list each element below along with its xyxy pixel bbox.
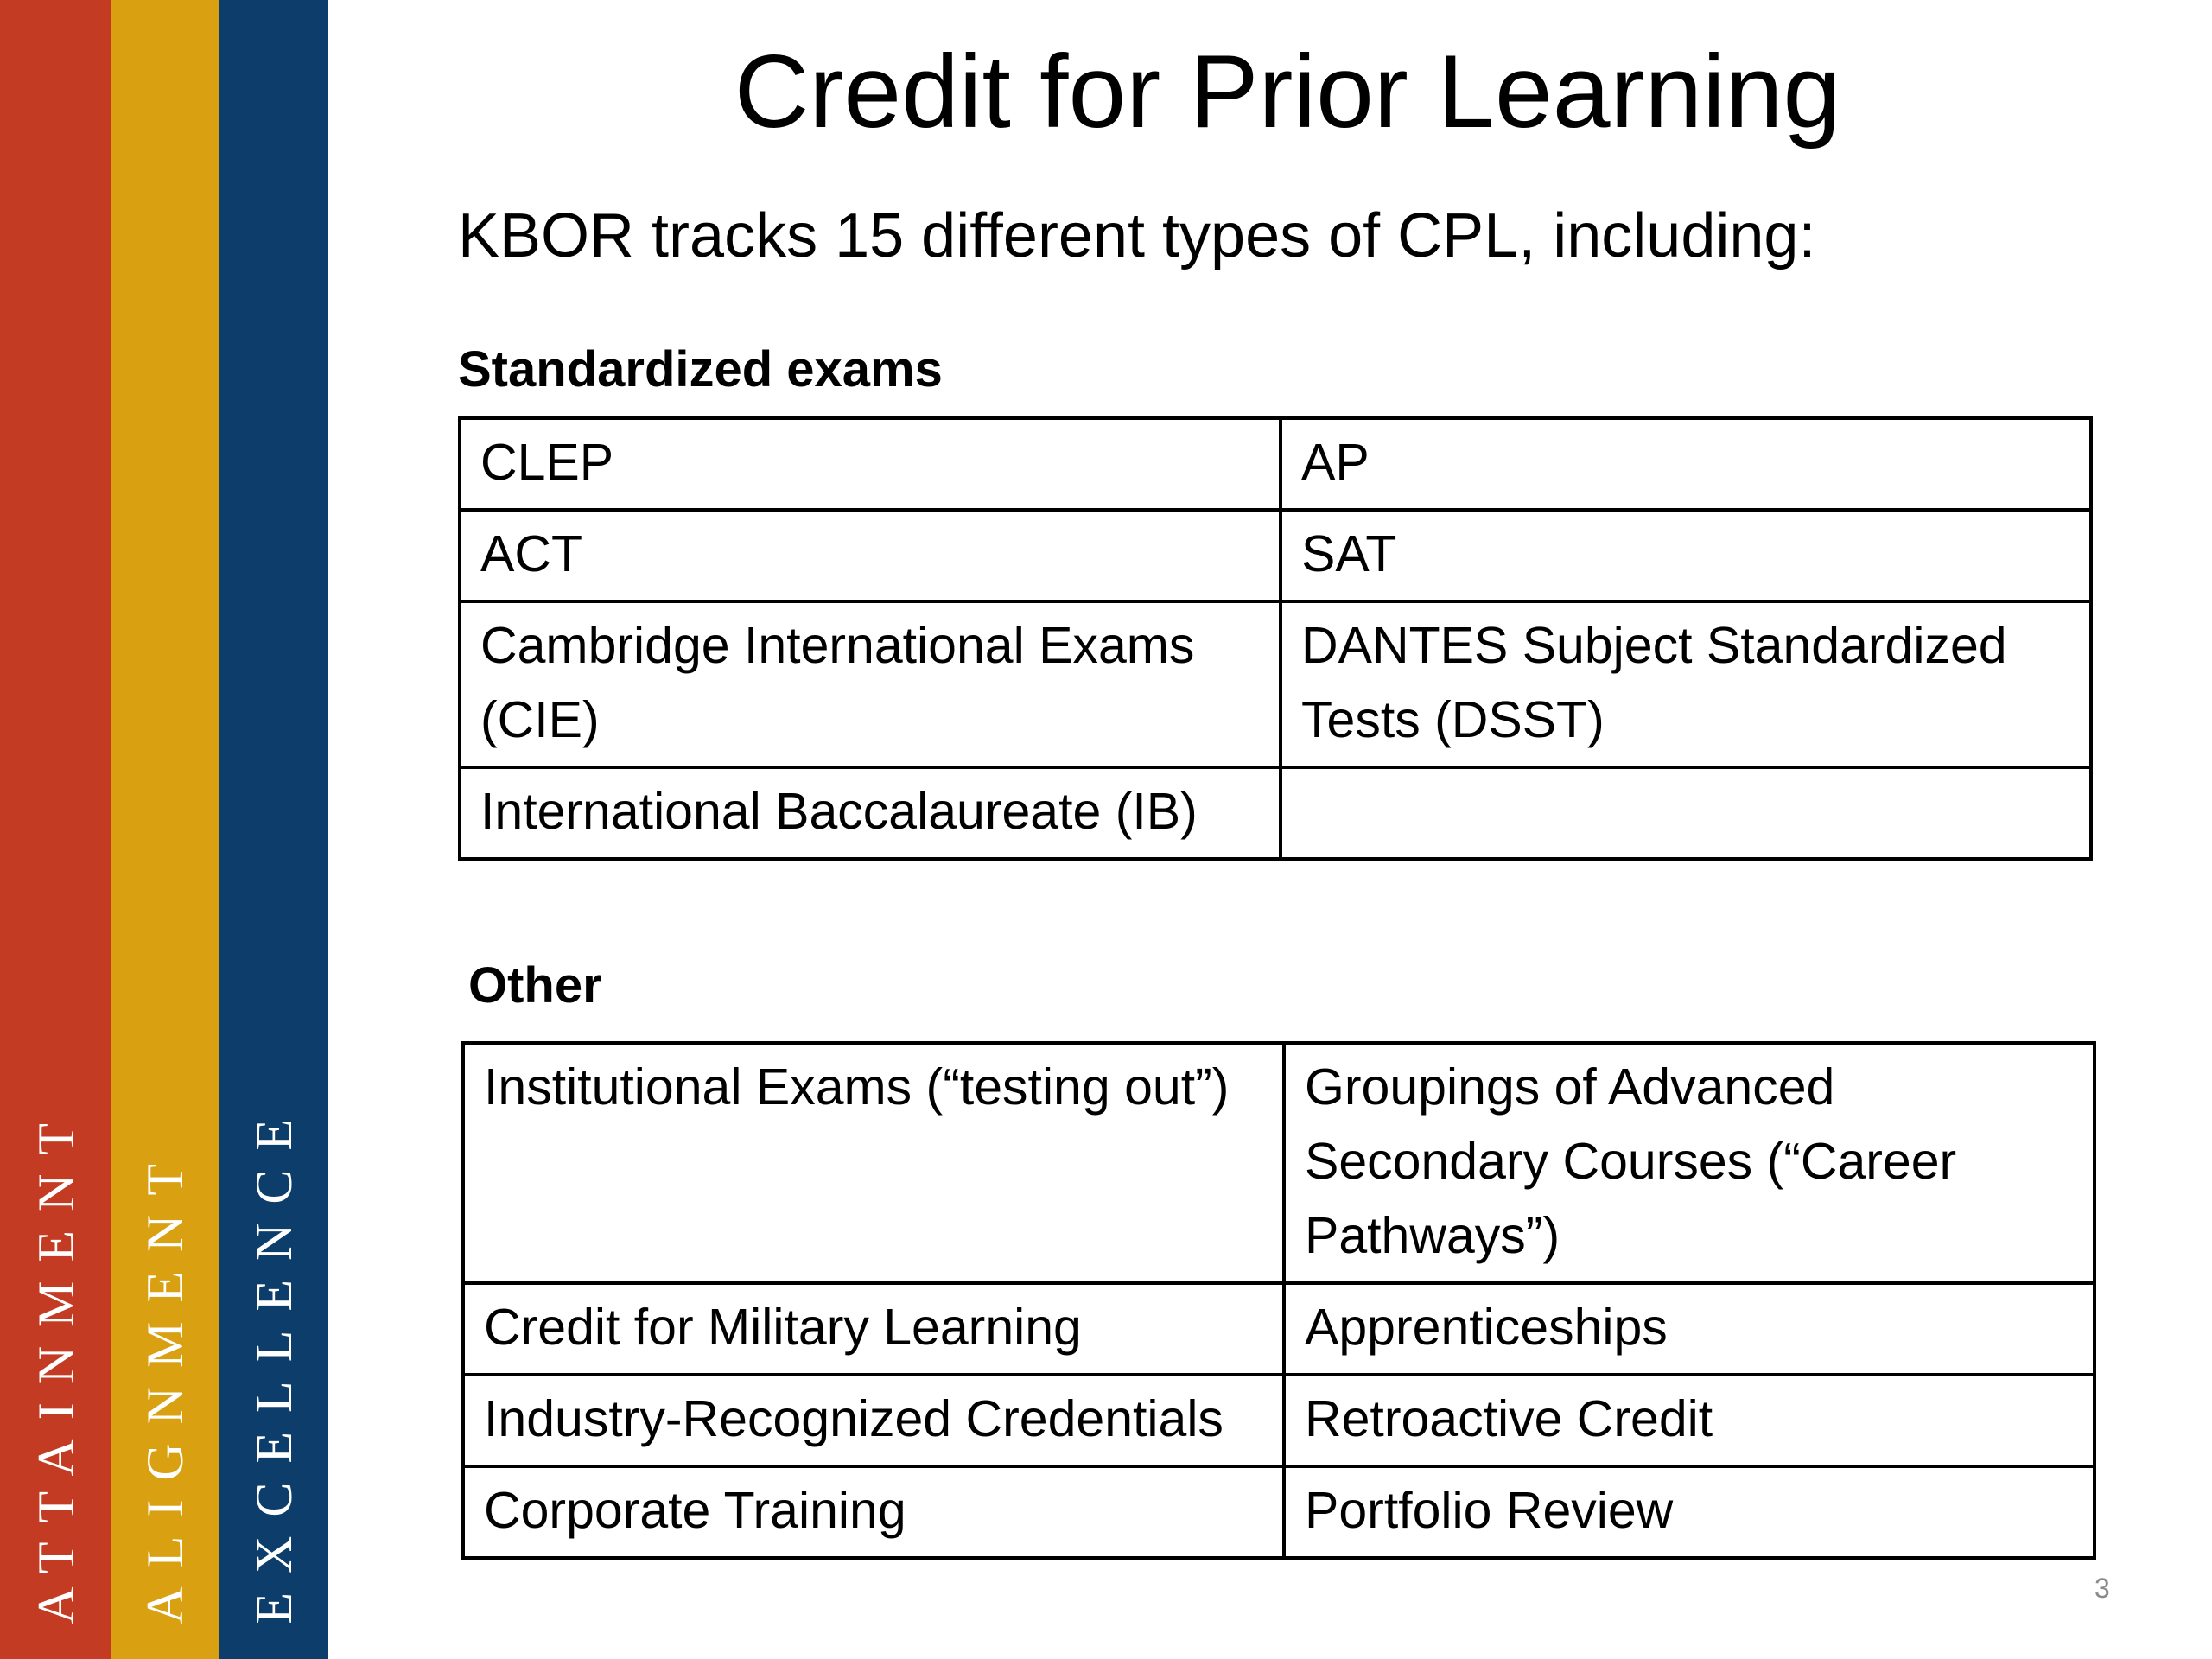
table-row xyxy=(463,1043,2094,1283)
table-row xyxy=(460,601,2091,767)
table-cell: Cambridge International Exams (CIE) xyxy=(460,601,1281,767)
table-row xyxy=(460,418,2091,510)
table-row xyxy=(463,1466,2094,1558)
table-cell: Credit for Military Learning xyxy=(463,1283,1284,1375)
attainment-stripe xyxy=(0,0,111,1659)
excellence-label: EXCELLENCE xyxy=(245,1100,302,1624)
table-row xyxy=(460,510,2091,601)
other-heading: Other xyxy=(468,957,602,1014)
table-cell: International Baccalaureate (IB) xyxy=(460,767,1281,859)
table-cell: Institutional Exams (“testing out”) xyxy=(463,1043,1284,1283)
alignment-stripe xyxy=(111,0,219,1659)
table-cell: AP xyxy=(1281,418,2091,510)
table-row xyxy=(460,767,2091,859)
slide-number: 3 xyxy=(2094,1573,2110,1604)
standardized-exams-heading: Standardized exams xyxy=(458,341,943,397)
attainment-label: ATTAINMENT xyxy=(27,1104,85,1624)
table-cell: ACT xyxy=(460,510,1281,601)
table-cell: Corporate Training xyxy=(463,1466,1284,1558)
slide-title: Credit for Prior Learning xyxy=(734,34,1841,149)
table-cell: CLEP xyxy=(460,418,1281,510)
table-row xyxy=(463,1375,2094,1466)
other-cpl-table xyxy=(461,1041,2096,1560)
table-cell: Portfolio Review xyxy=(1284,1466,2094,1558)
table-cell: Groupings of Advanced Secondary Courses (“Career Pathways”) xyxy=(1284,1043,2094,1283)
table-cell: DANTES Subject Standardized Tests (DSST) xyxy=(1281,601,2091,767)
standardized-exams-table xyxy=(458,416,2093,861)
table-row xyxy=(463,1283,2094,1375)
table-cell: SAT xyxy=(1281,510,2091,601)
slide-subtitle: KBOR tracks 15 different types of CPL, including: xyxy=(458,201,1816,270)
alignment-label: ALIGNMENT xyxy=(137,1145,194,1624)
excellence-stripe xyxy=(219,0,328,1659)
table-cell: Apprenticeships xyxy=(1284,1283,2094,1375)
table-cell: Retroactive Credit xyxy=(1284,1375,2094,1466)
table-cell: Industry-Recognized Credentials xyxy=(463,1375,1284,1466)
table-cell xyxy=(1281,767,2091,859)
